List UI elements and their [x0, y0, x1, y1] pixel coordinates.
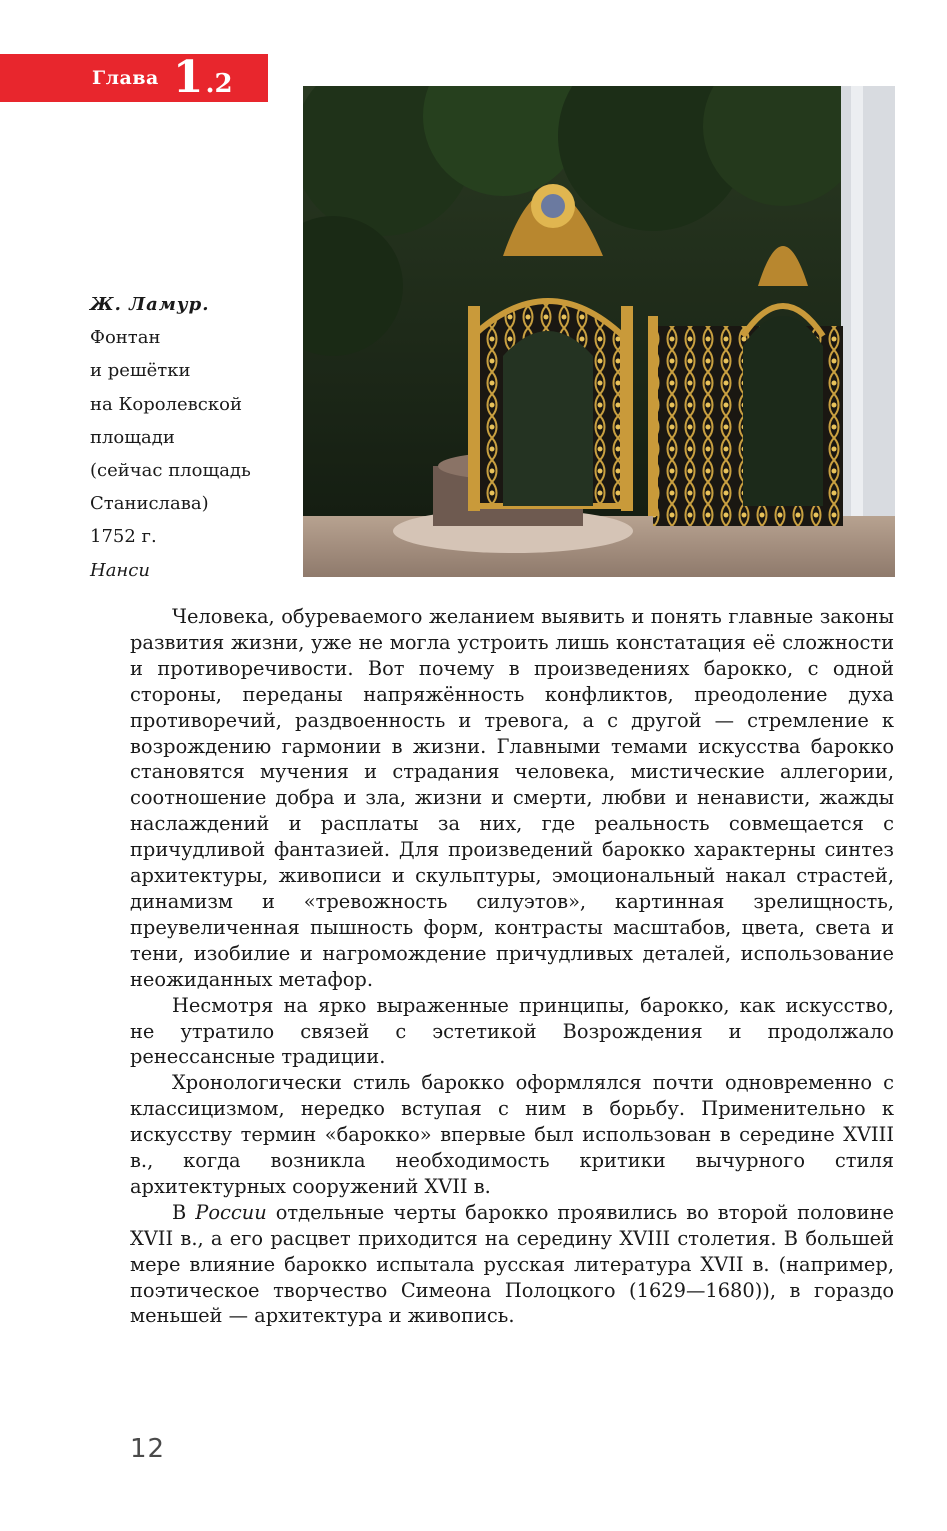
paragraph-prefix: В [172, 1200, 196, 1224]
paragraph-rest: отдельные черты барокко проявились во второй половине XVII в., а его расцвет приходится на середину XVIII столетия. В большей мере влияние барокко испытала русская литература XVII в. (например, поэтическое творчество Симеона Полоцкого (1629—1680)), в гораздо меньшей — архитектура и живопись. [130, 1200, 894, 1328]
caption-line: (сейчас площадь [90, 460, 251, 482]
caption-line: площади [90, 426, 175, 448]
page-number: 12 [130, 1434, 166, 1464]
figure-caption [90, 288, 290, 587]
chapter-word: Глава [92, 67, 159, 89]
body-text [130, 604, 894, 1329]
paragraph: Человека, обуреваемого желанием выявить и понять главные законы развития жизни, уже не могла устроить лишь констатация её сложности и противоречивости. Вот почему в произведениях барокко, с одной стороны, переданы напряжённость конфликтов, преодоление духа противоречий, раздвоенность и тревога, а с другой — стремление к возрождению гармонии в жизни. Главными темами искусства барокко становятся мучения и страдания человека, мистические аллегории, соотношение добра и зла, жизни и смерти, любви и ненависти, жажды наслаждений и расплаты за них, где реальность совмещается с причудливой фантазией. Для произведений барокко характерны синтез архитектуры, живописи и скульптуры, эмоциональный накал страстей, динамизм и «тревожность силуэтов», картинная зрелищность, преувеличенная пышность форм, контрасты масштабов, цвета, света и тени, изобилие и нагромождение причудливых деталей, использование неожиданных метафор. [130, 605, 894, 991]
caption-line: на Королевской [90, 393, 242, 415]
fountain-illustration [303, 86, 895, 577]
caption-city: Нанси [90, 559, 150, 581]
caption-author: Ж. Ламур. [90, 294, 210, 315]
paragraph [130, 1200, 894, 1330]
paragraph-emphasis: России [195, 1200, 267, 1224]
caption-line: 1752 г. [90, 526, 157, 548]
paragraph: Несмотря на ярко выраженные принципы, барокко, как искусство, не утратило связей с эстетикой Возрождения и продолжало ренессансные традиции. [130, 993, 894, 1069]
fountain-photo [303, 86, 895, 577]
caption-line: Фонтан [90, 327, 161, 349]
chapter-number [172, 52, 233, 103]
chapter-tab [0, 54, 268, 102]
caption-line: и решётки [90, 360, 191, 382]
paragraph: Хронологически стиль барокко оформлялся почти одновременно с классицизмом, нередко вступая с ним в борьбу. Применительно к искусству термин «барокко» впервые был использован в середине XVIII в., когда возникла необходимость критики вычурного стиля архитектурных сооружений XVII в. [130, 1071, 894, 1198]
caption-line: Станислава) [90, 493, 209, 515]
chapter-number-major: 1 [172, 52, 204, 103]
chapter-number-minor: .2 [205, 69, 233, 99]
